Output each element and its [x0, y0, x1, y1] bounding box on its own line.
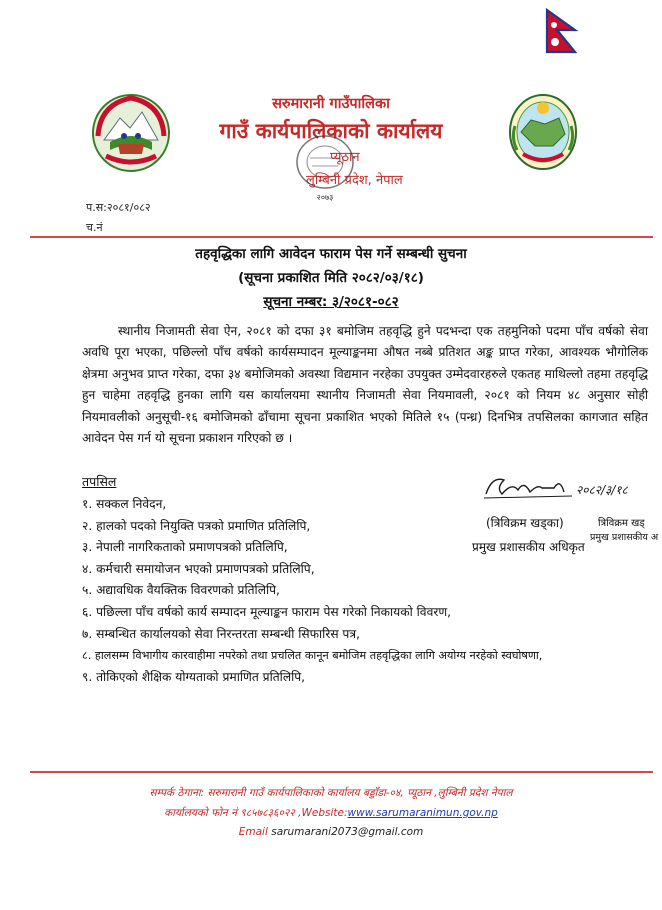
notice-title: तहवृद्धिका लागि आवेदन फाराम पेस गर्ने सम्बन्धी सुचना: [195, 246, 467, 262]
signatory-name: (त्रिविक्रम खड्का): [486, 516, 564, 530]
org-name: सरुमारानी गाउँपालिका: [272, 96, 390, 112]
signature-date: २०८२/३/१८: [576, 483, 628, 497]
list-item: ४. कर्मचारी समायोजन भएको प्रमाणपत्रको प्रतिलिपि,: [82, 561, 315, 576]
footer-email: [0, 826, 662, 838]
footer-phone: कार्यालयको फोन नं ९८५७८३६०२२ ,Website:: [164, 807, 348, 819]
website-link[interactable]: www.sarumaranimun.gov.np: [347, 807, 498, 819]
patra-sankhya: प.स:२०८१/०८२: [86, 201, 151, 214]
chalani-number: च.नं: [86, 221, 103, 234]
office-stamp-icon: [290, 128, 360, 206]
email-address[interactable]: sarumarani2073@gmail.com: [271, 826, 424, 838]
office-name: गाउँ कार्यपालिकाको कार्यालय: [219, 119, 443, 143]
notice-body: [82, 321, 648, 449]
stamp-year: २०७३: [316, 193, 334, 202]
signatory-title: प्रमुख प्रशासकीय अधिकृत: [472, 540, 585, 554]
notice-published-date: (सूचना प्रकाशित मिति २०८२/०३/१८): [238, 270, 424, 286]
list-item: ७. सम्बन्धित कार्यालयको सेवा निरन्तरता सम्बन्धी सिफारिस पत्र,: [82, 626, 360, 641]
header-divider: [30, 236, 653, 238]
notice-body-text: स्थानीय निजामती सेवा ऐन, २०८१ को दफा ३१ बमोजिम तहवृद्धि हुने पदभन्दा एक तहमुनिको पदमा पाँच वर्षको सेवा अवधि पूरा भएका, पछिल्लो पाँच वर्षको कार्यसम्पादन मूल्याङ्कनमा औषत नब्बे प्रतिशत अङ्क प्राप्त गरेका, आवश्यक भौगोलिक क्षेत्रमा अनुभव प्राप्त गरेका, दफा ३४ बमोजिमको अवस्था विद्यमान नरहेका उपयुक्त उम्मेदवारहरुले एकतह माथिल्लो तहमा तहवृद्धि हुन चाहेमा तहवृद्धि हुनका लागि यस कार्यालयमा स्थानीय निजामती सेवा नियमावली, २०८१ को नियम ४८ अनुसार सोही नियमावलीको अनुसूची-१६ बमोजिमको ढाँचामा सूचना प्रकाशित भएको मितिले १५ (पन्ध्र) दिनभित्र तपसिलका कागजात सहित आवेदन पेस गर्न यो सूचना प्रकाशन गरिएको छ ।: [82, 324, 648, 446]
signature-stamp-name: त्रिविक्रम खड्: [598, 518, 645, 529]
list-item: ६. पछिल्ला पाँच वर्षको कार्य सम्पादन मूल्याङ्कन फाराम पेस गरेको निकायको विवरण,: [82, 604, 452, 619]
footer-divider: [30, 771, 653, 773]
email-label: Email: [238, 826, 268, 838]
footer-address: सम्पर्क ठेगाना: सरुमारानी गाउँ कार्यपालिकाको कार्यालय बड्डाँडा-०४, प्यूठान ,लुम्बिनी प्रदेश नेपाल: [149, 787, 513, 799]
notice-number: सूचना नम्बर: ३/२०८१-०८२: [263, 294, 399, 310]
signature-stamp-title: प्रमुख प्रशासकीय अ: [590, 532, 659, 543]
office-location: प्यूठान: [330, 150, 360, 165]
document-list: [82, 494, 542, 688]
list-item: ९. तोकिएको शैक्षिक योग्यताको प्रमाणित प्रतिलिपि,: [82, 669, 306, 684]
nepal-flag-icon: [545, 8, 579, 54]
list-item: ८. हालसम्म विभागीय कारवाहीमा नपरेको तथा प्रचलित कानून बमोजिम तहवृद्धिका लागि अयोग्य नरहेको स्वघोषणा,: [82, 649, 543, 663]
tapasil-heading: तपसिल: [82, 474, 117, 489]
list-item: ५. अद्यावधिक वैयक्तिक विवरणको प्रतिलिपि,: [82, 583, 280, 598]
list-item: १. सक्कल निवेदन,: [82, 497, 167, 511]
list-item: २. हालको पदको नियुक्ति पत्रको प्रमाणित प्रतिलिपि,: [82, 518, 311, 533]
list-item: ३. नेपाली नागरिकताको प्रमाणपत्रको प्रतिलिपि,: [82, 540, 288, 555]
footer-contact: [0, 806, 662, 820]
office-province: लुम्बिनी प्रदेश, नेपाल: [306, 173, 403, 188]
handwritten-signature-icon: [482, 470, 662, 504]
